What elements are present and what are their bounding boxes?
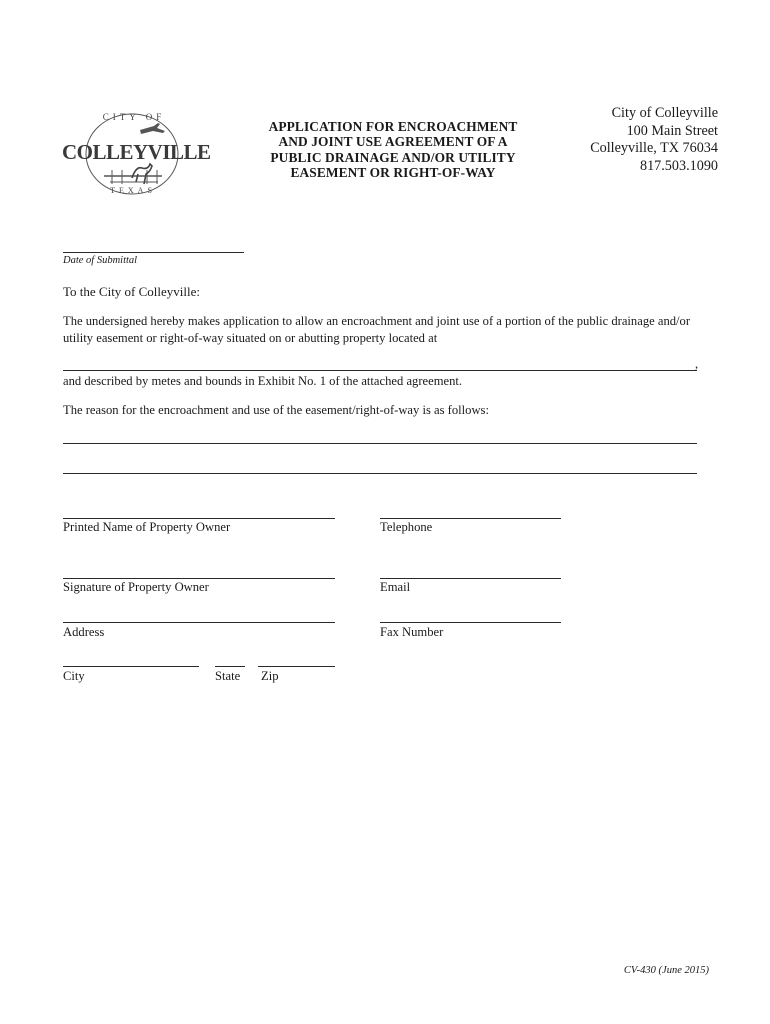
telephone-line[interactable] [380,518,561,519]
date-label: Date of Submittal [63,255,138,266]
signature-label: Signature of Property Owner [63,580,209,594]
address-line: 817.503.1090 [639,157,718,174]
reason-line-2[interactable] [63,473,697,474]
city-label: City [63,669,85,683]
address-line: 100 Main Street [626,122,718,139]
state-line[interactable] [215,666,245,667]
fax-label: Fax Number [380,625,444,639]
location-comma: , [695,357,699,371]
form-title [240,119,546,180]
salutation: To the City of Colleyville: [63,284,201,299]
fax-line[interactable] [380,622,561,623]
city-line[interactable] [63,666,199,667]
address-line: Colleyville, TX 76034 [590,140,718,156]
form-title-line: PUBLIC DRAINAGE AND/OR UTILITY [270,149,516,165]
signature-line[interactable] [63,578,335,579]
telephone-label: Telephone [380,520,433,534]
form-title-line: AND JOINT USE AGREEMENT OF A [278,134,508,150]
address-line: City of Colleyville [611,105,718,121]
form-title-line: APPLICATION FOR ENCROACHMENT [268,119,518,134]
address-line-input[interactable] [63,622,335,623]
logo-arc-bottom: TEXAS [110,186,156,195]
printed-name-line[interactable] [63,518,335,519]
intro-paragraph: The undersigned hereby makes application to allow an encroachment and joint use of a portion of the public drainage and/or utility easement or right-of-way situated on or abutting property located at [63,314,691,345]
logo-arc-top: CITY OF [102,112,166,122]
date-input-line[interactable] [63,252,244,253]
zip-label: Zip [261,669,279,683]
reason-prompt: The reason for the encroachment and use of the easement/right-of-way is as follows: [63,403,489,417]
city-address [590,105,718,175]
state-label: State [215,669,241,683]
property-location-line[interactable] [63,370,697,371]
form-number: CV-430 (June 2015) [623,965,709,976]
address-label: Address [63,625,105,639]
zip-line[interactable] [258,666,335,667]
logo-wordmark: COLLEYVILLE [62,140,211,164]
email-line[interactable] [380,578,561,579]
email-label: Email [380,580,411,594]
city-logo [62,104,211,204]
reason-line-1[interactable] [63,443,697,444]
printed-name-label: Printed Name of Property Owner [63,520,231,534]
metes-bounds-paragraph: and described by metes and bounds in Exhibit No. 1 of the attached agreement. [63,374,463,388]
form-title-line: EASEMENT OR RIGHT-OF-WAY [290,164,496,180]
